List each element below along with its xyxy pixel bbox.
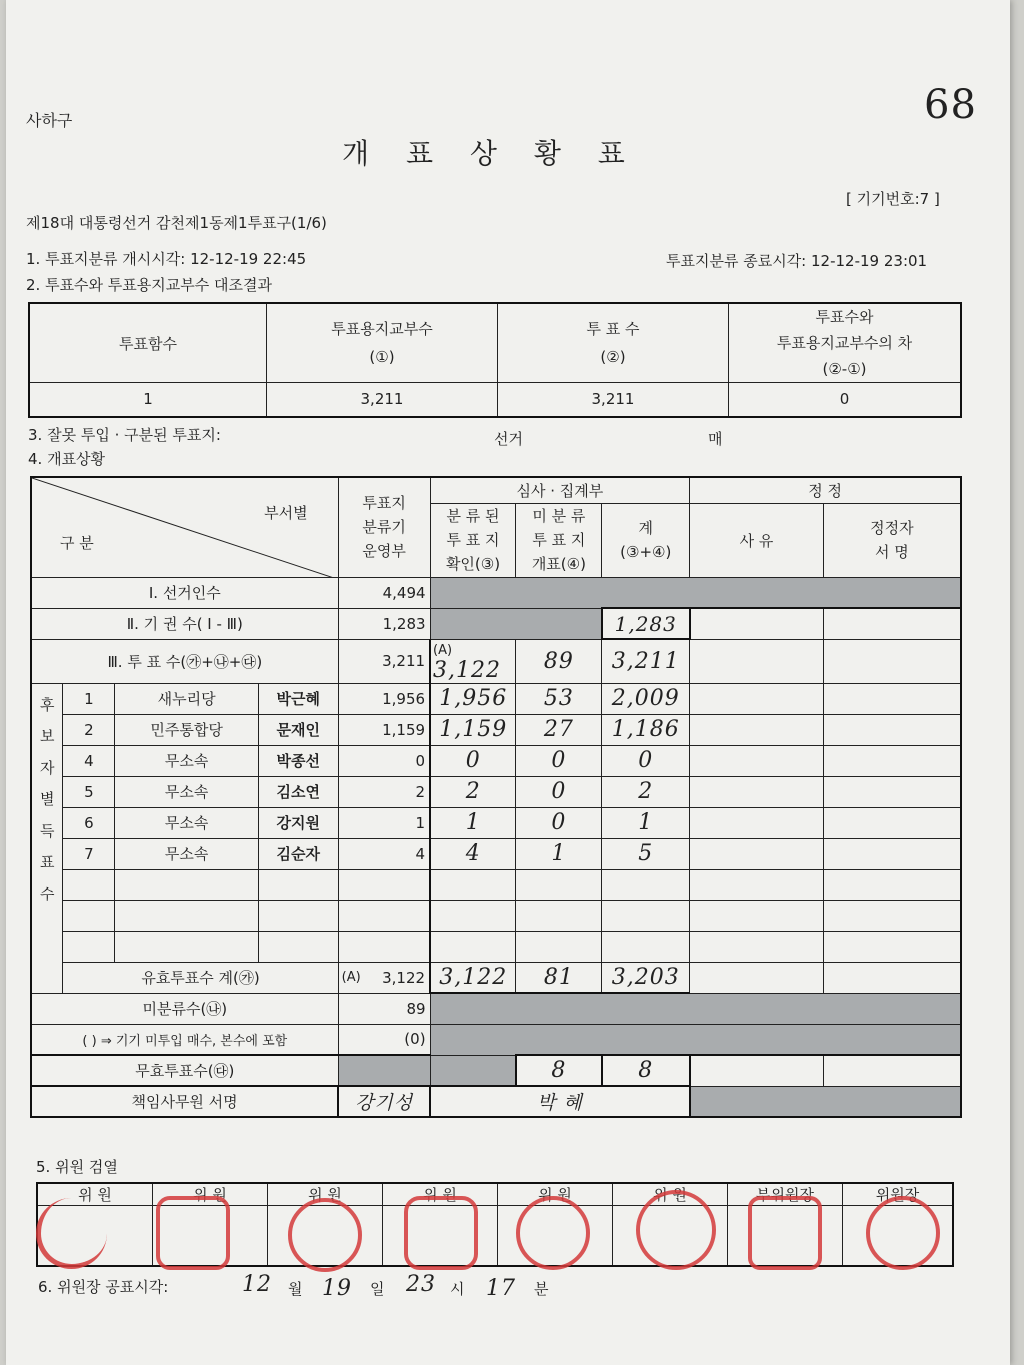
announce-day-unit: 일	[370, 1280, 385, 1298]
candidate-machine-count: 1,956	[338, 683, 430, 714]
total-header: 계 (③+④)	[602, 503, 690, 577]
corrector-cell	[823, 962, 961, 993]
votes-total-hw: 3,211	[611, 648, 680, 674]
votes-unclassified-hw: 89	[543, 648, 574, 674]
chair-seal	[866, 1196, 940, 1270]
candidate-unclassified	[516, 776, 602, 807]
diagonal-line	[32, 478, 334, 578]
hw-value: 1,186	[611, 717, 680, 742]
signer-label: 책임사무원 서명	[31, 1086, 338, 1117]
candidate-unclassified	[516, 745, 602, 776]
section3-heading: 3. 잘못 투입 · 구분된 투표지:	[28, 426, 221, 444]
abstain-label: Ⅱ. 기 권 수( Ⅰ - Ⅲ)	[31, 608, 338, 639]
correction-header: 정 정	[690, 477, 961, 503]
hw-value: 1,956	[439, 686, 508, 711]
member-seal-1	[36, 1198, 107, 1269]
votes-label: Ⅲ. 투 표 수(㉮+㉯+㉰)	[31, 639, 338, 683]
side-char: 보	[39, 727, 55, 745]
candidate-total	[602, 776, 690, 807]
difference-count: 0	[729, 383, 962, 417]
section2-heading: 2. 투표수와 투표용지교부수 대조결과	[26, 276, 272, 294]
votes-classified-hw: 3,122	[433, 657, 502, 683]
not-inserted-value: (0)	[338, 1024, 430, 1055]
shaded-cell	[430, 577, 961, 608]
member-seal-2	[156, 1196, 230, 1270]
empty-row	[31, 900, 961, 931]
not-inserted-label: ( ) ⇒ 기기 미투입 매수, 본수에 포함	[31, 1024, 338, 1055]
header-diagonal-cell	[31, 477, 338, 577]
candidate-number: 7	[63, 838, 115, 869]
section4-heading: 4. 개표상황	[28, 450, 106, 468]
corrector-cell	[823, 776, 961, 807]
section5-heading: 5. 위원 검열	[36, 1158, 118, 1176]
reason-header: 사 유	[690, 503, 824, 577]
shaded-cell	[430, 1024, 961, 1055]
side-char: 득	[39, 821, 55, 840]
hw-value: 0	[638, 748, 654, 773]
abstain-handwritten-text: 1,283	[614, 611, 677, 636]
abstain-handwritten	[602, 608, 690, 639]
difference-header-line1: 투표수와	[815, 308, 874, 326]
valid-value	[338, 962, 430, 993]
review-header: 심사 · 집계부	[430, 477, 690, 503]
candidate-number: 6	[63, 807, 115, 838]
member-header: 위 원	[383, 1183, 498, 1206]
candidate-machine-count: 2	[338, 776, 430, 807]
votes-header-text: 투 표 수	[586, 320, 640, 338]
candidate-machine-count: 1	[338, 807, 430, 838]
member-seal-4	[404, 1196, 478, 1270]
hw-value: 4	[465, 841, 481, 866]
candidate-total	[602, 838, 690, 869]
member-header: 위 원	[498, 1183, 613, 1206]
candidate-machine-count: 4	[338, 838, 430, 869]
reason-cell	[690, 683, 824, 714]
sort-end-time: 투표지분류 종료시각: 12-12-19 23:01	[666, 252, 928, 270]
candidate-row	[31, 714, 961, 745]
candidate-machine-count: 1,159	[338, 714, 430, 745]
comparison-table	[28, 302, 962, 418]
empty-row	[31, 869, 961, 900]
signer-signature-1	[338, 1086, 430, 1117]
difference-header-line3: (②-①)	[822, 360, 867, 378]
corrector-header: 정정자 서 명	[823, 503, 961, 577]
candidate-name: 문재인	[258, 714, 338, 745]
candidate-unclassified	[516, 838, 602, 869]
hw-value: 1	[638, 810, 654, 835]
votes-a-mark: (A)	[433, 642, 453, 658]
vice-chair-seal	[748, 1196, 822, 1270]
chair-header: 위원장	[843, 1183, 954, 1206]
reason-cell	[690, 745, 824, 776]
corrector-cell	[823, 714, 961, 745]
announce-month: 12	[242, 1272, 272, 1297]
difference-header-line2: 투표용지교부수의 차	[776, 334, 913, 352]
corrector-cell	[823, 807, 961, 838]
side-char: 표	[39, 853, 55, 871]
candidate-unclassified	[516, 714, 602, 745]
reason-cell	[690, 608, 824, 639]
votes-unclassified	[516, 639, 602, 683]
empty-row	[31, 931, 961, 962]
announce-hour-unit: 시	[450, 1280, 465, 1298]
section6-heading: 6. 위원장 공표시각:	[38, 1278, 169, 1296]
candidate-number: 1	[63, 683, 115, 714]
hw-value: 81	[543, 964, 574, 990]
valid-total	[602, 962, 690, 993]
difference-header	[729, 303, 962, 383]
member-seal-5	[516, 1196, 590, 1270]
member-header: 위 원	[153, 1183, 268, 1206]
unclassified-header: 미 분 류 투 표 지 개표(④)	[516, 503, 602, 577]
candidate-classified	[430, 807, 516, 838]
candidate-classified	[430, 776, 516, 807]
valid-classified	[430, 962, 516, 993]
voters-value: 4,494	[338, 577, 430, 608]
member-header: 위 원	[37, 1183, 153, 1206]
corrector-cell	[823, 608, 961, 639]
reason-cell	[690, 962, 824, 993]
hw-value: 0	[551, 810, 567, 835]
signature-text: 강기성	[355, 1092, 414, 1114]
page-mark: 68	[924, 82, 977, 128]
hw-value: 8	[638, 1058, 654, 1083]
reason-cell	[690, 807, 824, 838]
announce-month-unit: 월	[288, 1280, 303, 1298]
candidate-row	[31, 683, 961, 714]
candidate-unclassified	[516, 807, 602, 838]
election-line: 제18대 대통령선거 감천제1동제1투표구(1/6)	[26, 214, 327, 232]
candidate-party: 무소속	[115, 838, 259, 869]
announce-minute-unit: 분	[534, 1280, 549, 1298]
shaded-cell	[430, 608, 602, 639]
sort-start-time: 1. 투표지분류 개시시각: 12-12-19 22:45	[26, 250, 307, 268]
announce-day: 19	[322, 1276, 352, 1301]
candidate-classified	[430, 745, 516, 776]
hw-value: 5	[638, 841, 654, 866]
candidate-name: 박종선	[258, 745, 338, 776]
machine-header: 투표지 분류기 운영부	[338, 477, 430, 577]
ballot-box-count-header: 투표함수	[29, 303, 267, 383]
hw-value: 27	[543, 717, 574, 742]
hw-value: 2,009	[611, 686, 680, 711]
reason-cell	[690, 714, 824, 745]
hw-value: 2	[465, 779, 481, 804]
issued-header-text: 투표용지교부수	[331, 320, 433, 338]
candidate-number: 2	[63, 714, 115, 745]
side-label	[31, 683, 63, 993]
hw-value: 3,122	[439, 964, 508, 990]
hw-value: 1	[465, 810, 481, 835]
shaded-cell	[430, 993, 961, 1024]
invalid-label: 무효투표수(㉰)	[31, 1055, 338, 1086]
candidate-name: 박근혜	[258, 683, 338, 714]
corrector-cell	[823, 639, 961, 683]
reason-cell	[690, 1055, 824, 1086]
valid-number: 3,122	[382, 968, 426, 987]
hw-value: 0	[551, 748, 567, 773]
dept-header: 부서별	[264, 504, 308, 522]
candidate-row	[31, 776, 961, 807]
hw-value: 0	[465, 748, 481, 773]
candidate-number: 4	[63, 745, 115, 776]
hw-value: 0	[551, 779, 567, 804]
side-char: 후	[39, 695, 55, 714]
shaded-cell	[338, 1055, 430, 1086]
candidate-row	[31, 745, 961, 776]
reason-cell	[690, 639, 824, 683]
shaded-cell	[430, 1055, 516, 1086]
page-title: 개 표 상 황 표	[342, 137, 639, 170]
member-seal-6	[636, 1190, 716, 1270]
division-header: 구 분	[60, 534, 94, 552]
side-char: 수	[39, 884, 55, 903]
votes-header	[498, 303, 729, 383]
corrector-cell	[823, 683, 961, 714]
hw-value: 3,203	[611, 964, 680, 990]
issued-count: 3,211	[267, 383, 498, 417]
hw-value: 1	[551, 841, 567, 866]
section3-election: 선거	[494, 430, 523, 448]
shaded-cell	[690, 1086, 961, 1117]
candidate-unclassified	[516, 683, 602, 714]
candidate-classified	[430, 838, 516, 869]
candidate-name: 강지원	[258, 807, 338, 838]
candidate-party: 무소속	[115, 745, 259, 776]
issued-header-mark: (①)	[369, 348, 395, 366]
candidate-classified	[430, 683, 516, 714]
candidate-party: 무소속	[115, 807, 259, 838]
hw-value: 2	[638, 779, 654, 804]
classified-header: 분 류 된 투 표 지 확인(③)	[430, 503, 516, 577]
hw-value: 8	[551, 1058, 567, 1083]
side-char: 별	[39, 790, 55, 808]
ballot-count-sheet	[6, 0, 1010, 1365]
ballot-box-count: 1	[29, 383, 267, 417]
candidate-name: 김소연	[258, 776, 338, 807]
district-label: 사하구	[26, 111, 73, 130]
signer-signature-2	[430, 1086, 690, 1117]
candidate-row	[31, 838, 961, 869]
votes-total	[602, 639, 690, 683]
machine-number: [ 기기번호:7 ]	[846, 190, 940, 208]
candidate-party: 새누리당	[115, 683, 259, 714]
count-table	[30, 476, 962, 1118]
valid-unclassified	[516, 962, 602, 993]
signature-text: 박 혜	[537, 1092, 583, 1114]
valid-a-mark: (A)	[341, 969, 361, 985]
candidate-total	[602, 807, 690, 838]
member-seal-3	[288, 1198, 362, 1272]
reason-cell	[690, 776, 824, 807]
candidate-party: 민주통합당	[115, 714, 259, 745]
announce-minute: 17	[486, 1276, 516, 1301]
candidate-total	[602, 683, 690, 714]
candidate-number: 5	[63, 776, 115, 807]
member-header: 위 원	[268, 1183, 383, 1206]
section3-unit: 매	[708, 430, 723, 448]
voters-label: Ⅰ. 선거인수	[31, 577, 338, 608]
candidate-total	[602, 714, 690, 745]
votes-value: 3,211	[338, 639, 430, 683]
hw-value: 1,159	[439, 717, 508, 742]
invalid-unclassified	[516, 1055, 602, 1086]
candidate-total	[602, 745, 690, 776]
candidate-party: 무소속	[115, 776, 259, 807]
vice-chair-header: 부위원장	[728, 1183, 843, 1206]
member-header: 위 원	[613, 1183, 728, 1206]
votes-count: 3,211	[498, 383, 729, 417]
candidate-machine-count: 0	[338, 745, 430, 776]
announce-hour: 23	[406, 1272, 436, 1297]
corrector-cell	[823, 745, 961, 776]
candidate-name: 김순자	[258, 838, 338, 869]
corrector-cell	[823, 1055, 961, 1086]
valid-label: 유효투표수 계(㉮)	[63, 962, 338, 993]
invalid-total	[602, 1055, 690, 1086]
issued-header	[267, 303, 498, 383]
abstain-value: 1,283	[338, 608, 430, 639]
candidate-classified	[430, 714, 516, 745]
votes-header-mark: (②)	[600, 348, 626, 366]
candidate-row	[31, 807, 961, 838]
hw-value: 53	[543, 686, 574, 711]
unclassified-label: 미분류수(㉯)	[31, 993, 338, 1024]
corrector-cell	[823, 838, 961, 869]
side-char: 자	[39, 758, 55, 777]
reason-cell	[690, 838, 824, 869]
unclassified-value: 89	[338, 993, 430, 1024]
votes-classified	[430, 639, 516, 683]
